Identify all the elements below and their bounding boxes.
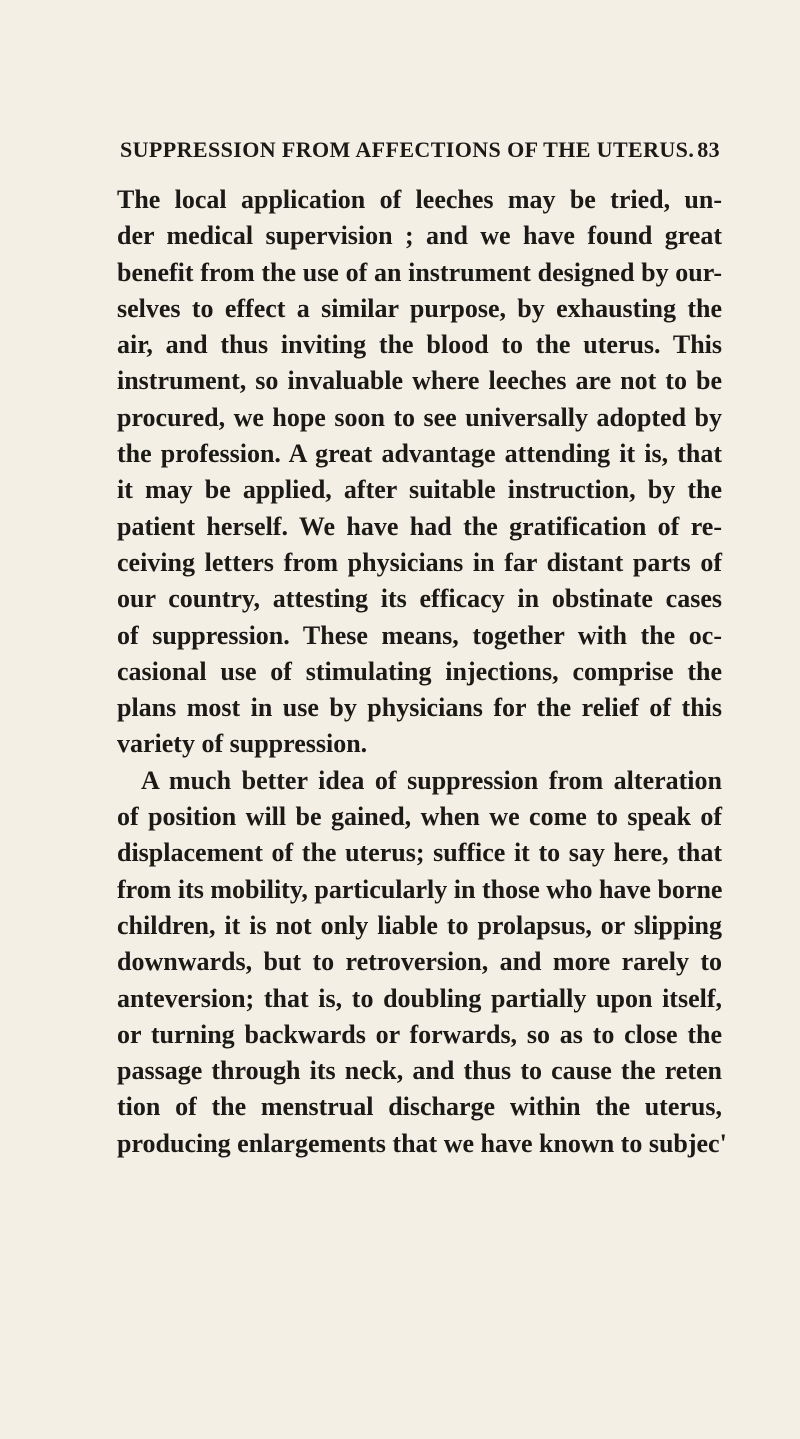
text-line: or turning backwards or forwards, so as to close the: [117, 1019, 722, 1049]
text-line: selves to effect a similar purpose, by exhausting the: [117, 293, 722, 323]
text-line: casional use of stimulating injections, comprise the: [117, 656, 722, 686]
text-line: downwards, but to retroversion, and more rarely to: [117, 947, 722, 977]
text-line: instrument, so invaluable where leeches are not to be: [117, 366, 722, 396]
text-line: A much better idea of suppression from alteration: [141, 765, 722, 795]
text-line: procured, we hope soon to see universally adopted by: [117, 402, 722, 432]
text-line: benefit from the use of an instrument designed by our-: [117, 257, 722, 287]
body-text: [117, 182, 727, 1162]
text-line: variety of suppression.: [117, 729, 368, 759]
text-line: der medical supervision ; and we have found great: [117, 221, 722, 251]
text-line: displacement of the uterus; suffice it to say here, that: [117, 838, 722, 868]
text-line: ceiving letters from physicians in far distant parts of: [117, 547, 722, 577]
text-line: the profession. A great advantage attending it is, that: [117, 439, 722, 469]
text-line: it may be applied, after suitable instruction, by the: [117, 475, 722, 505]
text-line: children, it is not only liable to prolapsus, or slipping: [117, 910, 722, 940]
running-head-title: SUPPRESSION FROM AFFECTIONS OF THE UTERUS.: [120, 137, 695, 162]
page-number: 83: [697, 137, 720, 162]
paragraph-1: [117, 182, 722, 763]
text-line: tion of the menstrual discharge within the uterus,: [117, 1092, 722, 1122]
text-line: plans most in use by physicians for the relief of this: [117, 693, 722, 723]
text-line: our country, attesting its efficacy in obstinate cases: [117, 584, 722, 614]
text-line: from its mobility, particularly in those who have borne: [117, 874, 723, 904]
paragraph-2: [117, 763, 727, 1162]
running-head: [120, 137, 720, 167]
text-line: of suppression. These means, together with the oc-: [117, 620, 722, 650]
text-line: patient herself. We have had the gratification of re-: [117, 511, 722, 541]
text-line: air, and thus inviting the blood to the uterus. This: [117, 330, 722, 360]
text-line: of position will be gained, when we come to speak of: [117, 802, 722, 832]
text-line: anteversion; that is, to doubling partially upon itself,: [117, 983, 722, 1013]
text-line: producing enlargements that we have known to subjec': [117, 1128, 727, 1158]
text-line: The local application of leeches may be tried, un-: [117, 185, 722, 214]
text-line: passage through its neck, and thus to cause the reten: [117, 1056, 722, 1086]
